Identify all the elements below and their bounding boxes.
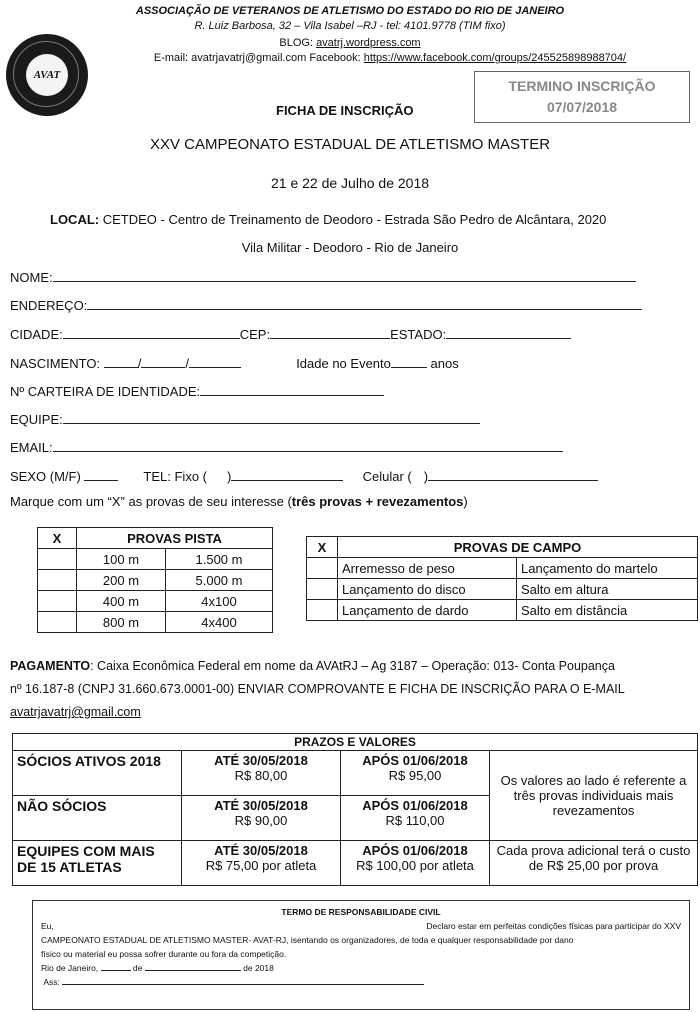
prazos-title: PRAZOS E VALORES	[13, 734, 698, 751]
termo-month-input[interactable]	[145, 961, 241, 971]
campo-event: Arremesso de peso	[338, 558, 517, 579]
pista-event: 400 m	[77, 591, 166, 612]
campo-header-row	[307, 537, 698, 558]
endereco-input[interactable]	[87, 296, 642, 310]
event-date: 21 e 22 de Julho de 2018	[270, 175, 430, 191]
prazos-category: EQUIPES COM MAIS DE 15 ATLETAS	[13, 841, 182, 886]
campo-checkbox[interactable]	[307, 600, 338, 621]
cep-label: CEP:	[239, 327, 271, 342]
field-endereco	[10, 296, 642, 314]
event-title: XXV CAMPEONATO ESTADUAL DE ATLETISMO MASTER	[149, 136, 551, 153]
email-label: EMAIL:	[10, 440, 53, 455]
cep-input[interactable]	[270, 325, 390, 339]
idade-input[interactable]	[391, 354, 427, 368]
prazos-apos	[341, 841, 490, 886]
pista-row	[38, 549, 273, 570]
header-contacts	[110, 51, 670, 65]
deadline-stamp	[474, 71, 690, 123]
pista-x-header: X	[38, 528, 77, 549]
prazos-apos-value: R$ 110,00	[385, 813, 445, 828]
endereco-label: ENDEREÇO:	[10, 298, 88, 313]
termo-title: TERMO DE RESPONSABILIDADE CIVIL	[281, 907, 441, 917]
termo-de: de	[132, 963, 143, 973]
pista-checkbox[interactable]	[38, 612, 77, 633]
termo-ano: de 2018	[243, 963, 274, 973]
field-cidade-cep-estado	[10, 325, 571, 343]
sexo-label: SEXO (M/F)	[10, 469, 81, 484]
prazos-note1: Os valores ao lado é referente a três provas individuais mais revezamentos	[490, 751, 698, 841]
tel-input[interactable]	[231, 467, 343, 481]
campo-row	[307, 600, 698, 621]
prazos-header-row	[13, 734, 698, 751]
termo-line1	[41, 919, 681, 933]
association-name: ASSOCIAÇÃO DE VETERANOS DE ATLETISMO DO ESTADO DO RIO DE JANEIRO	[135, 5, 565, 17]
facebook-link[interactable]: https://www.facebook.com/groups/245525898988704/	[363, 52, 627, 64]
termo-date-line	[41, 961, 681, 975]
provas-pista-table	[37, 527, 273, 633]
termo-day-input[interactable]	[101, 961, 131, 971]
stamp-date: 07/07/2018	[546, 99, 618, 115]
association-logo	[6, 34, 88, 116]
prazos-valores-table	[12, 733, 698, 886]
termo-ass-label: Ass:	[43, 977, 60, 987]
location-label: LOCAL:	[50, 212, 100, 227]
header-association	[90, 4, 610, 18]
cidade-input[interactable]	[63, 325, 240, 339]
pista-checkbox[interactable]	[38, 549, 77, 570]
campo-event: Lançamento do martelo	[517, 558, 698, 579]
instruction-text: Marque com um “X” as provas de seu interesse (	[10, 494, 292, 509]
prazos-apos-label: APÓS 01/06/2018	[362, 753, 468, 768]
tel-label: TEL: Fixo (	[143, 469, 207, 484]
campo-event: Salto em distância	[517, 600, 698, 621]
location-line2: Vila Militar - Deodoro - Rio de Janeiro	[241, 240, 459, 255]
celular-label: Celular (	[362, 469, 412, 484]
instruction-end: )	[463, 494, 468, 509]
campo-checkbox[interactable]	[307, 558, 338, 579]
campo-row	[307, 579, 698, 600]
campo-event: Salto em altura	[517, 579, 698, 600]
celular-paren: )	[423, 469, 429, 484]
termo-line3: físico ou material eu possa sofrer durante ou fora da competição.	[41, 949, 287, 959]
equipe-label: EQUIPE:	[10, 412, 63, 427]
pagamento-block	[10, 655, 695, 724]
termo-eu: Eu,	[41, 921, 54, 931]
pista-header-row	[38, 528, 273, 549]
prazos-ate	[182, 751, 341, 796]
idade-label: Idade no Evento	[296, 356, 391, 371]
estado-input[interactable]	[446, 325, 571, 339]
prazos-apos	[341, 796, 490, 841]
termo-declaro: Declaro estar em perfeitas condições físicas para participar do XXV	[426, 921, 681, 931]
sexo-input[interactable]	[84, 467, 118, 481]
prazos-category: NÃO SÓCIOS	[13, 796, 182, 841]
header-address: R. Luiz Barbosa, 32 – Vila Isabel –RJ - tel: 4101.9778 (TIM fixo)	[194, 20, 506, 32]
field-email	[10, 438, 563, 456]
prazos-apos-label: APÓS 01/06/2018	[362, 843, 468, 858]
prazos-row	[13, 841, 698, 886]
pagamento-email-link[interactable]: avatrjavatrj@gmail.com	[10, 705, 141, 719]
logo-emblem: AVAT	[26, 54, 68, 96]
pista-row	[38, 570, 273, 591]
anos-label: anos	[430, 356, 459, 371]
location-text: CETDEO - Centro de Treinamento de Deodoro - Estrada São Pedro de Alcântara, 2020	[99, 212, 607, 227]
nome-input[interactable]	[53, 268, 636, 282]
pagamento-line2: nº 16.187-8 (CNPJ 31.660.673.0001-00) ENVIAR COMPROVANTE E FICHA DE INSCRIÇÃO PARA O E-MAIL	[10, 682, 625, 696]
pista-title: PROVAS PISTA	[77, 528, 273, 549]
termo-line2: CAMPEONATO ESTADUAL DE ATLETISMO MASTER- AVAT-RJ, isentando os organizadores, de toda e qualquer responsabilidade por dano	[41, 935, 574, 945]
blog-label: BLOG:	[279, 37, 313, 49]
tel-paren: )	[227, 469, 232, 484]
pista-event: 100 m	[77, 549, 166, 570]
pagamento-line3	[10, 701, 695, 724]
pista-event: 200 m	[77, 570, 166, 591]
nascimento-label: NASCIMENTO:	[10, 356, 101, 371]
prazos-ate-value: R$ 90,00	[234, 813, 288, 828]
pista-row	[38, 612, 273, 633]
termo-ass-line	[41, 975, 681, 989]
nascimento-day[interactable]	[104, 354, 138, 368]
pista-checkbox[interactable]	[38, 570, 77, 591]
pista-event: 5.000 m	[166, 570, 273, 591]
identidade-label: Nº CARTEIRA DE IDENTIDADE:	[10, 384, 201, 399]
pagamento-label: PAGAMENTO	[10, 659, 91, 673]
email-input[interactable]	[53, 438, 563, 452]
campo-checkbox[interactable]	[307, 579, 338, 600]
campo-x-header: X	[307, 537, 338, 558]
form-title: FICHA DE INSCRIÇÃO	[276, 103, 414, 118]
pista-event: 4x100	[166, 591, 273, 612]
prazos-ate-label: ATÉ 30/05/2018	[214, 798, 308, 813]
pista-event: 4x400	[166, 612, 273, 633]
stamp-line1: TERMINO INSCRIÇÃO	[508, 78, 656, 94]
estado-label: ESTADO:	[390, 327, 447, 342]
nome-label: NOME:	[10, 270, 53, 285]
equipe-input[interactable]	[63, 410, 480, 424]
pista-checkbox[interactable]	[38, 591, 77, 612]
provas-campo-table	[306, 536, 698, 621]
field-sexo-tel	[10, 467, 598, 485]
prazos-ate-label: ATÉ 30/05/2018	[214, 753, 308, 768]
field-equipe	[10, 410, 480, 428]
header-blog	[90, 36, 610, 50]
instruction-bold: três provas + revezamentos	[291, 494, 464, 509]
prazos-ate-value: R$ 75,00 por atleta	[205, 858, 317, 873]
cidade-label: CIDADE:	[10, 327, 63, 342]
prazos-note2: Cada prova adicional terá o custo de R$ 25,00 por prova	[490, 841, 698, 886]
campo-title: PROVAS DE CAMPO	[338, 537, 698, 558]
pista-row	[38, 591, 273, 612]
email-facebook-label: E-mail: avatrjavatrj@gmail.com Facebook:	[153, 52, 361, 64]
blog-link[interactable]: avatrj.wordpress.com	[316, 37, 421, 49]
prazos-ate-value: R$ 80,00	[234, 768, 288, 783]
termo-local: Rio de Janeiro,	[41, 963, 99, 973]
prazos-category: SÓCIOS ATIVOS 2018	[13, 751, 182, 796]
prazos-row	[13, 751, 698, 796]
field-nome	[10, 268, 636, 286]
prazos-apos-value: R$ 95,00	[388, 768, 442, 783]
prazos-apos-label: APÓS 01/06/2018	[362, 798, 468, 813]
prazos-apos-value: R$ 100,00 por atleta	[356, 858, 474, 873]
field-identidade	[10, 382, 384, 400]
nascimento-year[interactable]	[189, 354, 241, 368]
pagamento-line1	[10, 655, 695, 678]
prazos-apos	[341, 751, 490, 796]
prazos-ate	[182, 796, 341, 841]
instruction	[10, 494, 468, 509]
campo-row	[307, 558, 698, 579]
pagamento-text1: : Caixa Econômica Federal em nome da AVAtRJ – Ag 3187 – Operação: 013- Conta Poupança	[90, 659, 615, 673]
pista-event: 1.500 m	[166, 549, 273, 570]
termo-responsabilidade	[32, 900, 690, 1010]
celular-input[interactable]	[428, 467, 598, 481]
campo-event: Lançamento do disco	[338, 579, 517, 600]
nascimento-month[interactable]	[141, 354, 185, 368]
prazos-ate	[182, 841, 341, 886]
prazos-ate-label: ATÉ 30/05/2018	[214, 843, 308, 858]
location-line	[50, 212, 606, 227]
campo-event: Lançamento de dardo	[338, 600, 517, 621]
identidade-input[interactable]	[200, 382, 384, 396]
pista-event: 800 m	[77, 612, 166, 633]
signature-input[interactable]	[62, 975, 424, 985]
field-nascimento: NASCIMENTO: / / Idade no Evento anos	[10, 356, 459, 371]
